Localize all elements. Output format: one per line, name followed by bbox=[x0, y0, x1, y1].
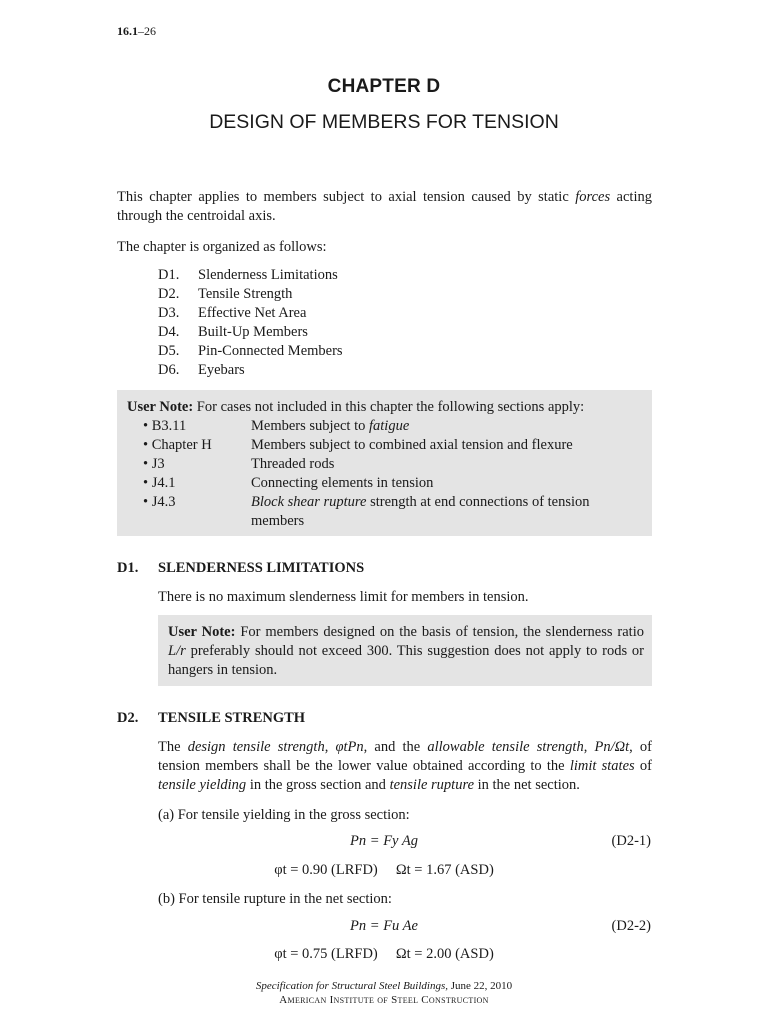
list-item: • Chapter H Members subject to combined axial tension and flexure bbox=[143, 437, 573, 453]
section-heading-d1: D1. SLENDERNESS LIMITATIONS bbox=[117, 560, 365, 576]
intro-paragraph: This chapter applies to members subject to axial tension caused by static forces acting through the centroidal axis. bbox=[117, 189, 652, 224]
list-item: • B3.11 Members subject to fatigue bbox=[143, 418, 410, 434]
page-number bbox=[117, 24, 156, 39]
list-item: D1. Slenderness Limitations bbox=[158, 267, 338, 283]
intro-forces-term: forces bbox=[575, 189, 611, 205]
resistance-factors-yielding: φt = 0.90 (LRFD) Ωt = 1.67 (ASD) bbox=[274, 862, 494, 878]
user-note-box-slenderness bbox=[158, 615, 652, 686]
list-item: D6. Eyebars bbox=[158, 362, 245, 378]
list-item: • J4.1 Connecting elements in tension bbox=[143, 475, 434, 491]
equation-number: (D2-2) bbox=[611, 918, 651, 934]
case-a-label: (a) For tensile yielding in the gross section: bbox=[158, 807, 410, 823]
chapter-label: CHAPTER D bbox=[327, 76, 441, 97]
page-number-rest: –26 bbox=[138, 24, 156, 38]
user-note-box bbox=[117, 390, 652, 536]
list-item: D5. Pin-Connected Members bbox=[158, 343, 343, 359]
list-item: D2. Tensile Strength bbox=[158, 286, 293, 302]
list-item: • J4.3 Block shear rupture strength at end connections of tension members bbox=[143, 494, 590, 529]
intro-organized: The chapter is organized as follows: bbox=[117, 239, 327, 255]
chapter-title: DESIGN OF MEMBERS FOR TENSION bbox=[209, 111, 559, 133]
case-b-label: (b) For tensile rupture in the net section: bbox=[158, 891, 392, 907]
d2-paragraph: The design tensile strength, φtPn, and the allowable tensile strength, Pn/Ωt, of tension members shall be the lower value obtained according to the limit states of tensile yielding in the gross section and tensile rupture in the net section. bbox=[158, 739, 653, 793]
equation-d2-1: Pn = Fy Ag (D2-1) bbox=[350, 833, 651, 849]
d1-paragraph: There is no maximum slenderness limit for members in tension. bbox=[158, 589, 529, 605]
list-item: • J3 Threaded rods bbox=[143, 456, 335, 472]
user-note-heading: User Note: For cases not included in this chapter the following sections apply: bbox=[127, 399, 585, 415]
equation-d2-2: Pn = Fu Ae (D2-2) bbox=[350, 918, 651, 934]
list-item: D3. Effective Net Area bbox=[158, 305, 307, 321]
resistance-factors-rupture: φt = 0.75 (LRFD) Ωt = 2.00 (ASD) bbox=[274, 946, 494, 962]
user-note-text: User Note: For members designed on the basis of tension, the slenderness ratio L/r preferably should not exceed 300. This suggestion does not apply to rods or hangers in tension. bbox=[168, 624, 644, 678]
page-number-bold: 16.1 bbox=[117, 24, 138, 38]
list-item: D4. Built-Up Members bbox=[158, 324, 308, 340]
footer-org-line: American Institute of Steel Construction bbox=[279, 994, 489, 1006]
footer-spec-line: Specification for Structural Steel Buildings, June 22, 2010 bbox=[255, 980, 513, 992]
chapter-contents-list bbox=[158, 266, 343, 380]
section-heading-d2: D2. TENSILE STRENGTH bbox=[117, 710, 306, 726]
user-note-reference-list bbox=[143, 417, 611, 531]
equation-number: (D2-1) bbox=[611, 833, 651, 849]
